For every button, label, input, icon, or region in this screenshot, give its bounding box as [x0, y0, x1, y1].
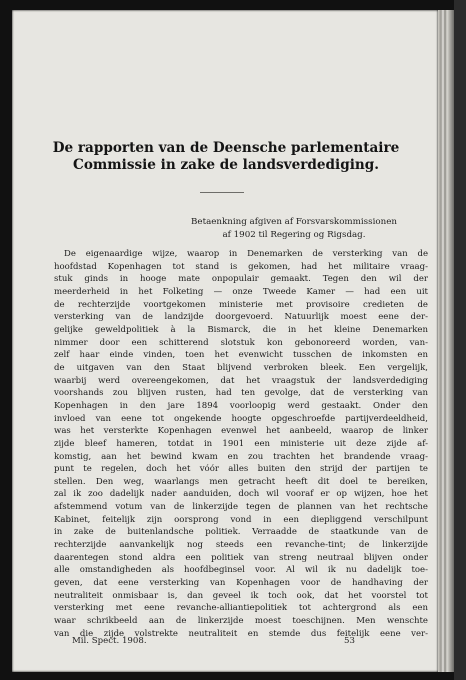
page-stack-edge [438, 10, 454, 672]
source-reference-line-1: Betaenkning afgiven af Forsvarskommissionen [191, 217, 397, 227]
body-line: de uitgaven van den Staat blijvend verbroken bleek. Een vergelijk, [54, 362, 428, 373]
body-line: alle omstandigheden als hoofdbeginsel voor. Al wil ik nu dadelijk toe- [54, 565, 428, 576]
body-line: waarbij werd overeengekomen, dat het vraagstuk der landsverdediging [54, 375, 428, 386]
body-line: versterking van de landzijde doorgevoerd. Natuurlijk moest eene der- [54, 312, 428, 323]
body-line: Kabinet, feitelijk zijn oorsprong vond in een diepliggend verschilpunt [54, 514, 428, 525]
body-line: meerderheid in het Folketing — onze Tweede Kamer — had een uit [54, 286, 428, 297]
body-line: Kopenhagen in den jare 1894 voorloopig werd gestaakt. Onder den [54, 400, 428, 411]
body-line: stellen. Den weg, waarlangs men getracht heeft dit doel te bereiken, [54, 476, 428, 487]
body-line: stuk ginds in hooge mate onpopulair gemaakt. Tegen den wil der [54, 274, 428, 285]
body-line: De eigenaardige wijze, waarop in Denemarken de versterking van de [64, 249, 428, 259]
journal-reference: Mil. Spect. 1908. [72, 636, 147, 646]
body-line: zelf haar einde vinden, toen het evenwicht tusschen de inkomsten en [54, 350, 428, 361]
body-line: geven, dat eene versterking van Kopenhagen voor de handhaving der [54, 578, 428, 589]
body-line: nimmer door een schitterend slotstuk kon gebonoreerd worden, van- [54, 337, 428, 348]
body-line: hoofdstad Kopenhagen tot stand is gekomen, had het militaire vraag- [54, 261, 428, 272]
body-line: daarentegen stond aldra een politiek van streng neutraal blijven onder [54, 552, 428, 563]
body-line: in zake de buitenlandsche politiek. Verraadde de staatkunde van de [54, 527, 428, 538]
body-line: gelijke geweldpolitiek à la Bismarck, die in het kleine Denemarken [54, 324, 428, 335]
body-line: zal ik zoo dadelijk nader aanduiden, doch wil vooraf er op wijzen, hoe het [54, 489, 428, 500]
body-line: waar schrikbeeld aan de linkerzijde moest toeschijnen. Men wenschte [54, 616, 428, 627]
body-line: punt te regelen, doch het vóór alles buiten den strijd der partijen te [54, 464, 428, 475]
body-line: afstemmend votum van de linkerzijde tegen de plannen van het rechtsche [54, 502, 428, 513]
body-line: was het versterkte Kopenhagen evenwel het aanbeeld, waarop de linker [54, 426, 428, 437]
body-line: neutraliteit onmisbaar is, dan geveel ik toch ook, dat het voorstel tot [54, 590, 428, 601]
body-line: invloed van eene tot ongekende hoogte opgeschroefde partijverdeeldheid, [54, 413, 428, 424]
body-line: komstig, aan het bewind kwam en zou trachten het brandende vraag- [54, 451, 428, 462]
body-line: de rechterzijde voortgekomen ministerie met provisoire credieten de [54, 299, 428, 310]
article-title [20, 140, 432, 174]
body-line: voorshands zou blijven rusten, had ten gevolge, dat de versterking van [54, 388, 428, 399]
source-reference-line-2: af 1902 til Regering og Rigsdag. [222, 230, 366, 240]
body-line: rechterzijde aanvankelijk nog steeds een revanche-tint; de linkerzijde [54, 540, 428, 551]
body-line: zijde bleef hameren, totdat in 1901 een ministerie uit deze zijde af- [54, 438, 428, 449]
scan-border [454, 0, 466, 680]
page-number: 53 [344, 636, 355, 646]
body-line: versterking met eene revanche-alliantiepolitiek tot achtergrond als een [54, 603, 428, 614]
title-divider [200, 192, 244, 193]
source-reference [164, 216, 424, 242]
article-title-line-1: De rapporten van de Deensche parlementaire [52, 140, 400, 156]
body-text [54, 248, 428, 640]
body-line: van die zijde volstrekte neutraliteit en stemde dus feitelijk eene ver- [54, 628, 428, 639]
article-title-line-2: Commissie in zake de landsverdediging. [73, 157, 379, 173]
